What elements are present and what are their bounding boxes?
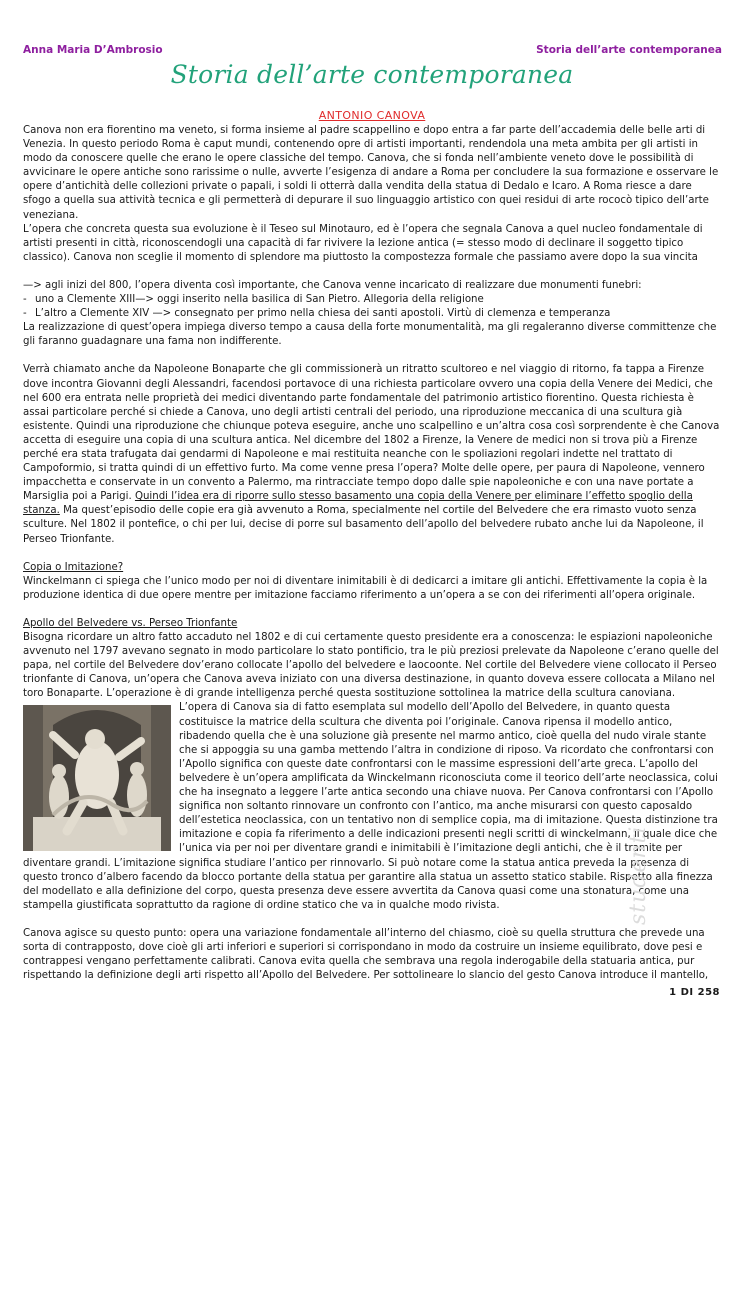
paragraph: Verrà chiamato anche da Napoleone Bonaparte che gli commissionerà un ritratto scultoreo e nel viaggio di ritorno, fa tappa a Firenze dove incontra Giovanni degli Alessandri, facendosi portavoce di una richiesta particolare ovvero una copia della Venere dei Medici, che nel 600 era entrata nelle proprietà dei medici diventando parte fondamentale del patrimonio artistico fiorentino. Questa richiesta è assai particolare perché si chiede a Canova, uno degli artisti centrali del periodo, una riproduzione meccanica di una scultura già esistente. Quindi una riproduzione che chiunque poteva eseguire, anche uno scalpellino e un’altra cosa così sorprendente è che Canova accetta di eseguire una copia di una scultura antica. Nel dicembre del 1802 a Firenze, la Venere de medici non si trova più a Firenze perché era stata trafugata dai gendarmi di Napoleone e mai restituita neanche con le spoliazioni regolari indette nel trattato di Campoformio, si tratta quindi di un effettivo furto. Ma come venne presa l’opera? Molte delle opere, per paura di Napoleone, vennero impacchetta e conservate in un convento a Palermo, ma rintracciate tempo dopo dalle spie napoleoniche e con una nave portate a Marsiglia poi a Parigi. Quindi l’idea era di riporre sullo stesso basamento una copia della Venere per eliminare l’effetto spoglio della stanza. Ma quest’episodio delle copie era già avvenuto a Roma, specialmente nel cortile del Belvedere che era rimasto vuoto senza sculture. Nel 1802 il pontefice, o chi per lui, decise di porre sul basamento dell’apollo del belvedere rubato anche lui da Napoleone, il Perseo Trionfante. — [23, 364, 720, 545]
paragraph: La realizzazione di quest’opera impiega diverso tempo a causa della forte monumentalità, ma gli regaleranno diverse committenze che gli faranno guadagnare una fama non indifferente. — [23, 322, 717, 348]
paragraph: L’opera di Canova sia di fatto esemplata sul modello dell’Apollo del Belvedere, in quanto questa costituisce la matrice della scultura che diventa poi l’originale. Canova ripensa il modello antico, ribadendo quella che è una soluzione già presente nel marmo antico, cioè quella del nudo virale stante che si appoggia su una gamba mettendo l’altra in condizione di riposo. Va ricordato che confrontarsi con l’Apollo significa con queste date confrontarsi con le massime espressioni dell’arte greca. L’apollo del belvedere è un’opera amplificata da Winckelmann riconosciuta come il teorico dell’arte neoclassica, colui che ha insegnato a leggere l’arte antica secondo una chiave nuova. Per Canova confrontarsi con l’Apollo significa non soltanto rinnovare un confronto con l’antico, ma anche misurarsi con questo caposaldo dell’estetica neoclassica, con un tentativo non di semplice copia, ma di imitazione. Questa distinzione tra imitazione e copia fa riferimento a delle indicazioni presenti negli scritti di winckelmann, il quale dice che l’unica via per noi per diventare grandi e inimitabili è l’imitazione degli antichi, che è il tramite per diventare grandi. L’imitazione significa studiare l’antico per rinnovarlo. Si può notare come la statua antica preveda la presenza di questo tronco d’albero facendo da blocco portante della statua per garantire alla statua un assetto statico stabile. Rispetto alla finezza del modellato e alla definizione del corpo, questa presenza deve essere avvertita da Canova quasi come una stonatura, come una stampella giustificata soprattutto da ragione di ordine statico che va in qualche modo rivista. — [23, 702, 718, 911]
paragraph: Winckelmann ci spiega che l’unico modo per noi di diventare inimitabili è di dedicarci a imitare gli antichi. Effettivamente la copia è la produzione identica di due opere mentre per imitazione facciamo riferimento a un’opera a se con dei riferimenti all’opera originale. — [23, 575, 708, 601]
page-title: Storia dell’arte contemporanea — [170, 60, 574, 89]
header-author: Anna Maria D’Ambrosio — [23, 44, 163, 56]
paragraph: —> agli inizi del 800, l’opera diventa così importante, che Canova venne incaricato di realizzare due monumenti funebri: — [23, 279, 642, 291]
section-title: ANTONIO CANOVA — [318, 109, 426, 122]
list-item: - L’altro a Clemente XIV —> consegnato per primo nella chiesa dei santi apostoli. Virtù di clemenza e temperanza — [23, 307, 721, 321]
paragraph: Canova agisce su questo punto: opera una variazione fondamentale all’interno del chiasmo, cioè su quella struttura che prevede una sorta di contrapposto, dove cioè gli arti inferiori e superiori si corrispondano in modo da costruire un insieme equilibrato, dove pesi e contrappesi vengano perfettamente calibrati. Canova evita quella che sembrava una regola inderogabile della statuaria antica, pur rispettando la definizione degli arti rispetto all’Apollo del Belvedere. Per sottolineare lo slancio del gesto Canova introduce il mantello, — [23, 927, 709, 982]
section-heading: Copia o Imitazione? — [23, 561, 124, 573]
watermark: studenti — [626, 825, 651, 925]
header-course: Storia dell’arte contemporanea — [536, 44, 722, 56]
section-heading: Apollo del Belvedere vs. Perseo Trionfante — [23, 617, 238, 629]
paragraph: Bisogna ricordare un altro fatto accaduto nel 1802 e di cui certamente questo presidente era a conoscenza: le espiazioni napoleoniche avvenuto nel 1797 avevano segnato in modo particolare lo stato pontificio, tra le più preziosi prelevate da Napoleone c’erano quelle del papa, nel cortile del Belvedere dov’erano collocate l’apollo del belvedere e laocoonte. Nel cortile del Belvedere viene collocato il Perseo trionfante di Canova, un’opera che Canova aveva iniziato con una diversa destinazione, in quanto doveva essere collocata a Milano nel toro Bonaparte. L’operazione è di grande intelligenza perché questa sostituzione sottolinea la matrice della scultura canoviana. — [23, 632, 719, 700]
paragraph: Canova non era fiorentino ma veneto, si forma insieme al padre scappellino e dopo entra a far parte dell’accademia delle belle arti di Venezia. In questo periodo Roma è caput mundi, contenendo opre di artisti importanti, rendendola una meta ambita per gli artisti in modo da conoscere quelle che erano le opere classiche del tempo. Canova, che si fonda nell’ambiente veneto dove le possibilità di avvicinare le opere antiche sono rarissime o nulle, avverte l’esigenza di andare a Roma per concludere la sua formazione e osservare le opere d’antichità delle collezioni private o papali, i soldi li otterrà dalla vendita della statua di Dedalo e Icaro. A Roma riesce a dare sfogo a quella sua attività tecnica e gli permetterà di depurare il suo linguaggio artistico con quei residui di arte rococò tipico dell’arte veneziana. — [23, 125, 719, 221]
list-item: - uno a Clemente XIII—> oggi inserito nella basilica di San Pietro. Allegoria della religione — [23, 293, 721, 307]
page-number: 1 DI 258 — [669, 987, 720, 998]
paragraph: L’opera che concreta questa sua evoluzione è il Teseo sul Minotauro, ed è l’opera che segnala Canova a quel nucleo fondamentale di artisti presenti in città, riconoscendogli una capacità di far rivivere la lezione antica (= stesso modo di declinare il soggetto tipico classico). Canova non sceglie il momento di splendore ma piuttosto la compostezza formale che passiamo avere dopo la sua vincita — [23, 223, 703, 263]
document-body — [23, 124, 721, 983]
laocoon-sculpture-image — [23, 705, 171, 851]
laocoon-sculpture-photo-icon — [23, 705, 171, 851]
